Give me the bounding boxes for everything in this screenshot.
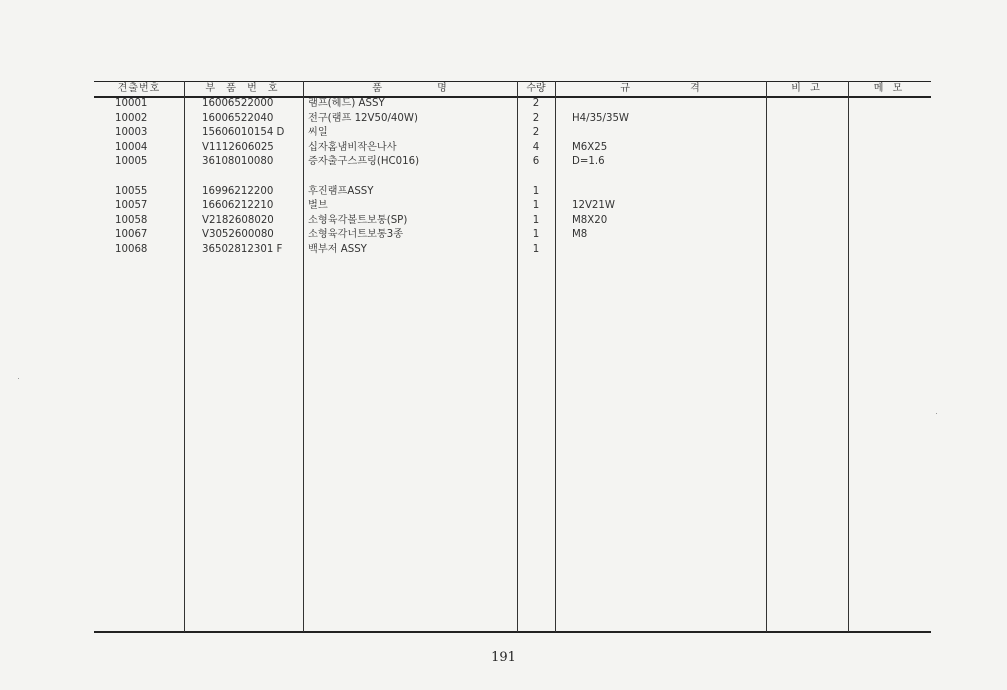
code-cell: 10002 bbox=[115, 112, 148, 124]
header-qty: 수량 bbox=[526, 83, 546, 94]
table-row bbox=[0, 112, 1007, 127]
qty-cell: 1 bbox=[532, 229, 540, 241]
qty-cell: 4 bbox=[532, 141, 540, 153]
header-memo: 메 모 bbox=[873, 83, 906, 94]
name-cell: 십자홈냄비작은나사 bbox=[308, 141, 397, 153]
qty-cell: 6 bbox=[532, 156, 540, 168]
header-name: 품 명 bbox=[372, 83, 448, 94]
code-cell: 10004 bbox=[115, 141, 148, 153]
qty-cell: 2 bbox=[532, 112, 540, 124]
name-cell: 벌브 bbox=[308, 200, 328, 212]
name-cell: 후진램프ASSY bbox=[308, 185, 374, 197]
table-row bbox=[0, 141, 1007, 156]
header-part-no: 부 품 번 호 bbox=[205, 83, 282, 94]
code-cell: 10067 bbox=[115, 229, 148, 241]
part-no-cell: 15606010154 D bbox=[202, 127, 285, 139]
code-cell: 10001 bbox=[115, 98, 148, 109]
code-cell: 10005 bbox=[115, 156, 148, 168]
bottom-rule bbox=[94, 631, 931, 633]
table-row bbox=[0, 97, 1007, 112]
spec-cell: D=1.6 bbox=[572, 156, 605, 168]
qty-cell: 2 bbox=[532, 127, 540, 139]
table-row bbox=[0, 126, 1007, 141]
part-no-cell: 16006522000 bbox=[202, 98, 274, 109]
name-cell: 씨일 bbox=[308, 127, 328, 139]
table-row bbox=[0, 199, 1007, 214]
part-no-cell: V2182608020 bbox=[202, 214, 274, 226]
name-cell: 백부저 ASSY bbox=[308, 244, 367, 255]
code-cell: 10058 bbox=[115, 214, 148, 226]
page-number: 191 bbox=[491, 650, 516, 665]
code-cell: 10068 bbox=[115, 244, 148, 255]
part-no-cell: 36502812301 F bbox=[202, 244, 283, 255]
table-row bbox=[0, 185, 1007, 200]
scan-speck bbox=[18, 378, 19, 379]
spec-cell: 12V21W bbox=[572, 200, 615, 212]
part-no-cell: 16606212210 bbox=[202, 200, 274, 212]
part-no-cell: 16006522040 bbox=[202, 112, 274, 124]
qty-cell: 1 bbox=[532, 200, 540, 212]
qty-cell: 2 bbox=[532, 98, 540, 109]
table-row bbox=[0, 155, 1007, 170]
qty-cell: 1 bbox=[532, 214, 540, 226]
header-spec: 규 격 bbox=[620, 83, 701, 94]
name-cell: 램프(헤드) ASSY bbox=[308, 98, 385, 109]
header-remark: 비 고 bbox=[791, 83, 823, 94]
qty-cell: 1 bbox=[532, 244, 540, 255]
spec-cell: H4/35/35W bbox=[572, 112, 630, 124]
scan-speck bbox=[936, 413, 937, 414]
part-no-cell: 16996212200 bbox=[202, 185, 274, 197]
table-row bbox=[0, 228, 1007, 243]
part-no-cell: V1112606025 bbox=[202, 141, 274, 153]
header-code: 견출번호 bbox=[117, 83, 161, 94]
part-no-cell: 36108010080 bbox=[202, 156, 274, 168]
name-cell: 소형육각너트보통3종 bbox=[308, 229, 404, 241]
table-row bbox=[0, 214, 1007, 229]
code-cell: 10057 bbox=[115, 200, 148, 212]
spec-cell: M8 bbox=[572, 229, 588, 241]
name-cell: 증자출구스프링(HC016) bbox=[308, 156, 420, 168]
code-cell: 10055 bbox=[115, 185, 148, 197]
spec-cell: M6X25 bbox=[572, 141, 608, 153]
qty-cell: 1 bbox=[532, 185, 540, 197]
name-cell: 전구(램프 12V50/40W) bbox=[308, 112, 418, 124]
part-no-cell: V3052600080 bbox=[202, 229, 274, 241]
name-cell: 소형육각볼트보통(SP) bbox=[308, 214, 408, 226]
code-cell: 10003 bbox=[115, 127, 148, 139]
table-row bbox=[0, 243, 1007, 258]
spec-cell: M8X20 bbox=[572, 214, 608, 226]
